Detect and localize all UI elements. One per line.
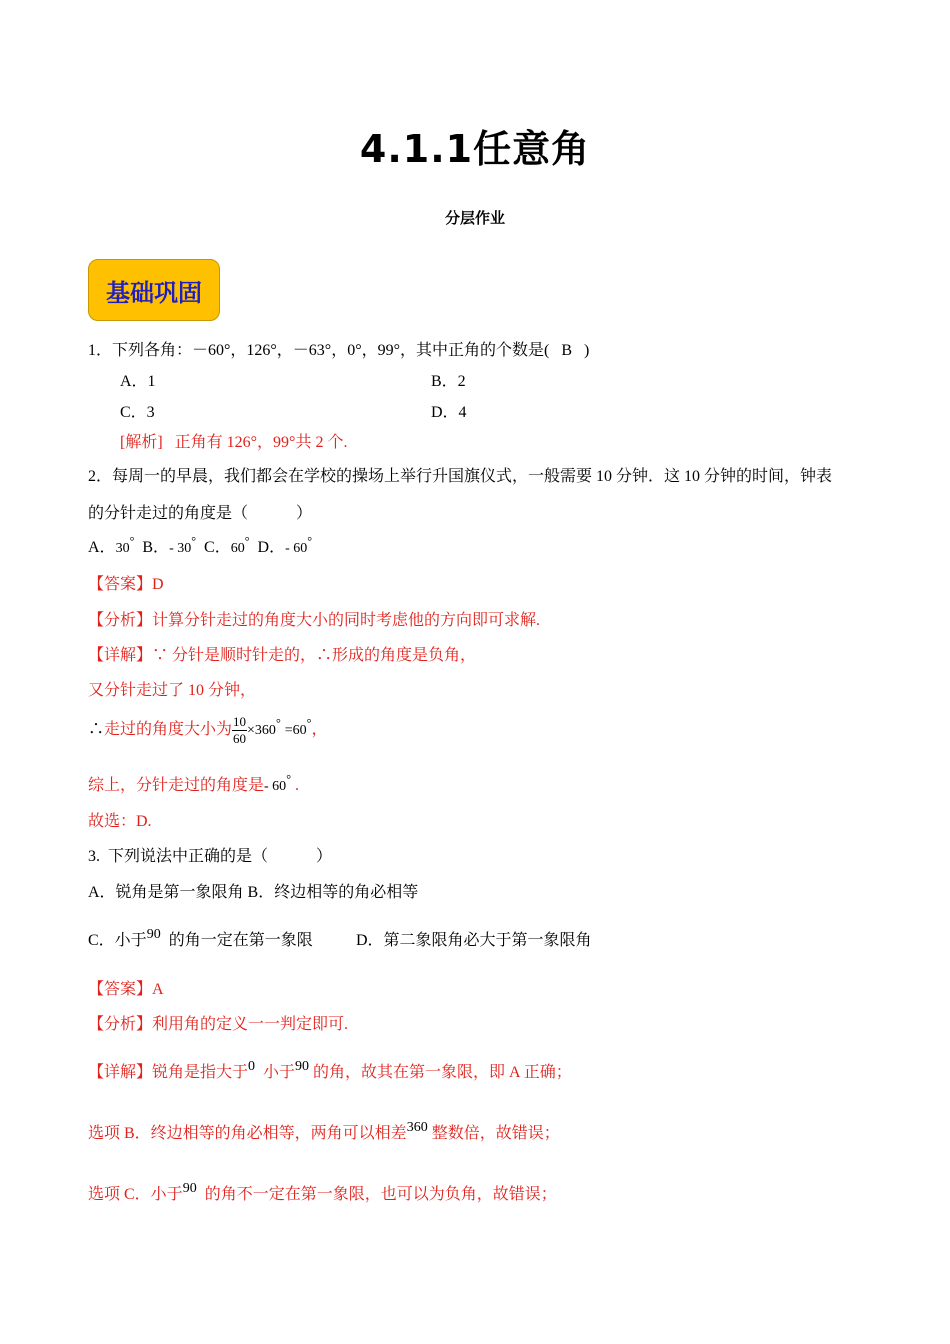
q3-detail-3-value: 90 — [182, 1181, 197, 1196]
q2-expression: ×360 — [247, 723, 276, 739]
q1-option-c: C．3 — [120, 404, 155, 421]
q3-detail-3 — [88, 1181, 557, 1206]
q2-detail-4-end: . — [295, 777, 299, 794]
q2-options — [88, 534, 313, 559]
q3-detail-2-value: 360 — [406, 1120, 428, 1135]
q1-option-d: D．4 — [431, 404, 467, 421]
q2-option-c-value: 60 — [230, 541, 245, 556]
q3-option-ab: A．锐角是第一象限角 B．终边相等的角必相等 — [88, 884, 419, 901]
degree-sign: ° — [286, 772, 291, 786]
q2-detail-3 — [88, 714, 327, 747]
q3-detail-1-value-1: 0 — [248, 1059, 256, 1074]
q3-detail-3-b: 的角不一定在第一象限，也可以为负角，故错误； — [204, 1186, 557, 1203]
q2-result: =60 — [284, 723, 307, 739]
q1-analysis: [解析] 正角有 126°，99°共 2 个. — [120, 434, 348, 451]
q2-analysis: 【分析】计算分针走过的角度大小的同时考虑他的方向即可求解. — [88, 612, 541, 629]
q3-detail-1-a: 【详解】锐角是指大于 — [88, 1064, 249, 1081]
therefore-symbol: ∴ — [88, 721, 105, 739]
q1-option-a: A．1 — [120, 373, 156, 390]
fraction-numerator: 10 — [233, 714, 247, 729]
q3-detail-1-b: 小于 — [263, 1064, 296, 1081]
q2-option-a-value: 30 — [115, 541, 130, 556]
page-subtitle: 分层作业 — [444, 209, 505, 227]
degree-sign: ° — [306, 716, 312, 731]
q3-detail-3-a: 选项 C．小于 — [88, 1186, 183, 1203]
q2-option-d-label: D． — [257, 539, 286, 556]
fraction — [232, 714, 247, 747]
q3-detail-1 — [88, 1059, 572, 1084]
degree-sign: ° — [275, 716, 281, 731]
degree-sign: ° — [244, 534, 250, 548]
q2-answer: 【答案】D — [88, 576, 164, 593]
q2-choose: 故选：D. — [88, 813, 152, 830]
q2-detail-4-text: 综上，分针走过的角度是 — [88, 777, 265, 794]
degree-sign: ° — [307, 534, 313, 548]
q3-answer: 【答案】A — [88, 981, 164, 998]
degree-sign: ° — [191, 534, 197, 548]
q3-detail-2-a: 选项 B．终边相等的角必相等，两角可以相差 — [88, 1125, 407, 1142]
q2-option-b-label: B． — [142, 539, 170, 556]
q3-option-c-post: 的角一定在第一象限 — [168, 932, 313, 949]
fraction-denominator: 60 — [233, 731, 247, 746]
q2-option-a-label: A． — [88, 539, 116, 556]
q3-option-c-pre: C．小于 — [88, 932, 147, 949]
q2-detail-3-end: ， — [311, 721, 328, 739]
q3-detail-2 — [88, 1120, 560, 1145]
q1-option-b: B．2 — [431, 373, 466, 390]
page-title: 4.1.1任意角 — [359, 127, 591, 171]
q2-option-d-value: - 60 — [285, 541, 308, 556]
q1-stem: 1．下列各角：－60°，126°，－63°，0°，99°，其中正角的个数是( B ) — [88, 342, 590, 359]
degree-sign: ° — [129, 534, 135, 548]
q2-stem-line1: 2．每周一的早晨，我们都会在学校的操场上举行升国旗仪式，一般需要 10 分钟．这 10 分钟的时间，钟表 — [88, 468, 833, 485]
q2-detail-4-value: - 60 — [264, 779, 287, 794]
q3-detail-1-c: 的角，故其在第一象限，即 A 正确； — [313, 1064, 572, 1081]
q3-option-c-value: 90 — [146, 927, 161, 942]
q3-detail-2-b: 整数倍，故错误； — [431, 1125, 560, 1142]
q3-stem: 3. 下列说法中正确的是（ ） — [88, 848, 333, 865]
q2-option-c-label: C． — [204, 539, 231, 556]
q2-option-b-value: - 30 — [169, 541, 192, 556]
q2-stem-line2: 的分针走过的角度是（ ） — [88, 505, 313, 522]
q2-detail-3-text: 走过的角度大小为 — [104, 721, 233, 739]
q3-option-c — [88, 927, 313, 952]
q2-detail-2: 又分针走过了 10 分钟， — [88, 682, 257, 699]
q3-analysis: 【分析】利用角的定义一一判定即可. — [88, 1016, 349, 1033]
q3-detail-1-value-2: 90 — [295, 1059, 310, 1074]
section-badge: 基础巩固 — [88, 259, 220, 321]
q2-detail-1: 【详解】∵ 分针是顺时针走的，∴形成的角度是负角， — [88, 647, 477, 664]
q3-option-d: D．第二象限角必大于第一象限角 — [356, 932, 592, 949]
q2-detail-4 — [88, 772, 299, 797]
